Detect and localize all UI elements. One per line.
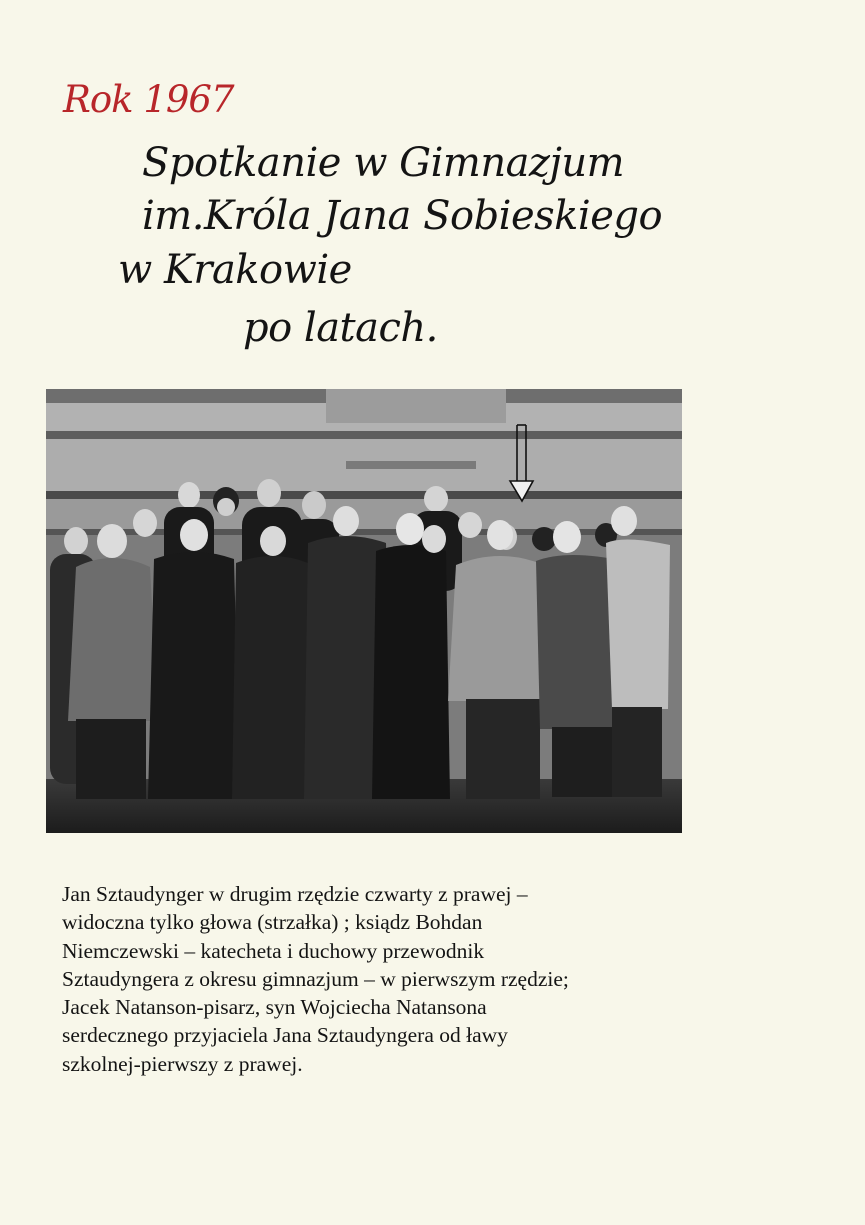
caption-line-6: serdecznego przyjaciela Jana Sztaudyngera od ławy bbox=[62, 1023, 508, 1048]
title-line-3: w Krakowie bbox=[118, 247, 352, 293]
caption-line-4: Sztaudyngera z okresu gimnazjum – w pierwszym rzędzie; bbox=[62, 966, 569, 991]
caption-line-3: Niemczewski – katecheta i duchowy przewodnik bbox=[62, 938, 485, 963]
title-line-4: po latach. bbox=[243, 305, 438, 351]
title-line-2: im.Króla Jana Sobieskiego bbox=[142, 193, 663, 239]
year-heading: Rok 1967 bbox=[63, 78, 234, 121]
photo-caption bbox=[62, 880, 682, 1078]
caption-line-7: szkolnej-pierwszy z prawej. bbox=[62, 1051, 303, 1076]
caption-line-2: widoczna tylko głowa (strzałka) ; ksiądz Bohdan bbox=[62, 910, 483, 935]
caption-line-1: Jan Sztaudynger w drugim rzędzie czwarty z prawej – bbox=[62, 882, 528, 906]
group-photo bbox=[46, 389, 682, 833]
caption-line-5: Jacek Natanson-pisarz, syn Wojciecha Natansona bbox=[62, 995, 487, 1020]
title-line-1: Spotkanie w Gimnazjum bbox=[142, 140, 625, 186]
